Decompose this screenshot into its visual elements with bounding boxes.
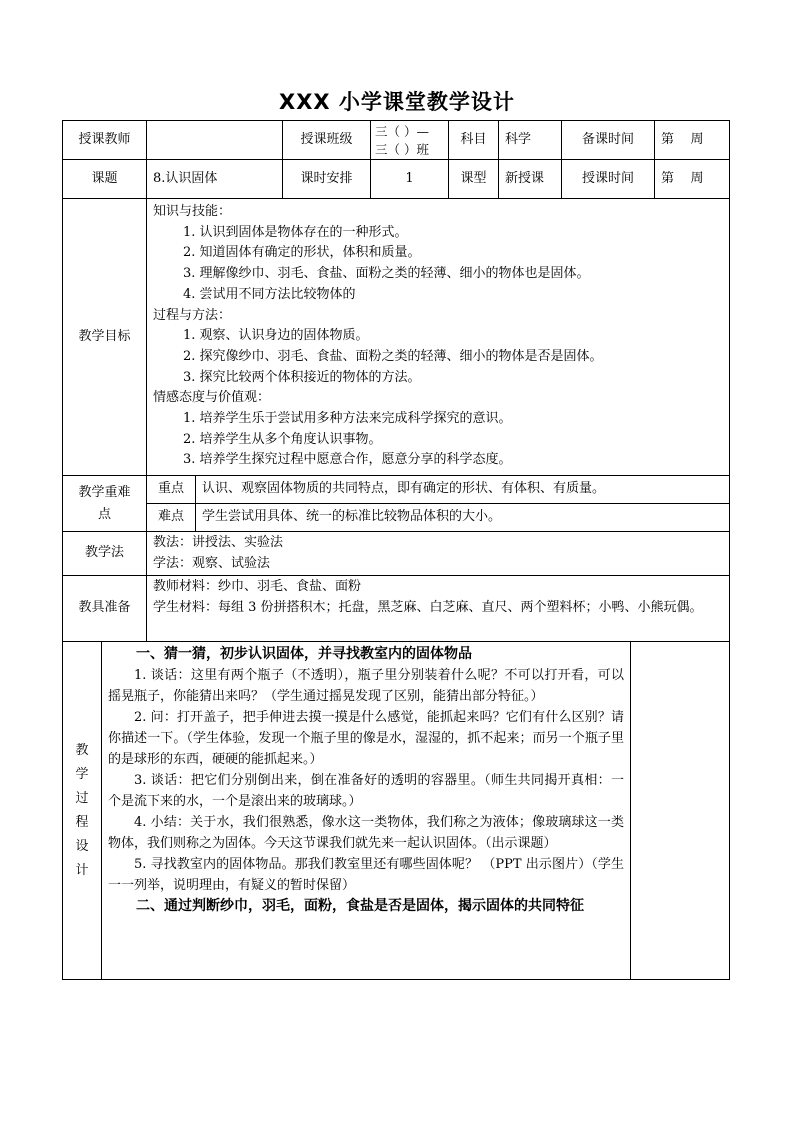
materials-label: 教具准备 [78, 600, 131, 616]
teacher-value-cell [146, 120, 283, 160]
objective-item: 1. 认识到固体是物体存在的一种形式。 [183, 224, 408, 240]
prep-time-value: 第 周 [661, 131, 704, 147]
methods-label-cell [62, 531, 147, 576]
class-value-cell [370, 120, 449, 160]
process-content-cell [101, 641, 631, 980]
teach-time-label: 授课时间 [581, 170, 634, 186]
hours-value-cell [370, 159, 449, 199]
process-paragraph: 1. 谈话：这里有两个瓶子（不透明），瓶子里分别装着什么呢？不可以打开看，可以摇晃瓶子，你能猜出来吗？（学生通过摇晃发现了区别，能猜出部分特征。） [108, 668, 624, 704]
key-label: 重点 [157, 481, 184, 497]
objective-section-heading: 知识与技能： [153, 204, 232, 219]
process-paragraph: 5. 寻找教室内的固体物品。那我们教室里还有哪些固体呢？ （PPT 出示图片）（学生一一列举，说明理由，有疑义的暂时保留） [108, 857, 624, 893]
subject-label: 科目 [460, 131, 487, 147]
teaching-method: 教法：讲授法、实验法 [153, 535, 284, 550]
prep-time-value-cell [654, 120, 730, 160]
type-value-cell [498, 159, 562, 199]
process-label-char: 程 [75, 814, 89, 830]
objectives-list [153, 202, 723, 471]
process-label-char: 教 [75, 742, 89, 758]
key-value-cell [195, 475, 730, 504]
objective-item: 2. 探究像纱巾、羽毛、食盐、面粉之类的轻薄、细小的物体是否是固体。 [183, 348, 603, 364]
prep-time-label-cell [561, 120, 655, 160]
teacher-label: 授课教师 [78, 131, 131, 147]
topic-label: 课题 [91, 170, 118, 186]
key-label-cell [146, 475, 196, 504]
process-label-char: 学 [75, 766, 89, 782]
process-heading-1: 一、猜一猜，初步认识固体，并寻找教室内的固体物品 [136, 646, 472, 662]
type-label: 课型 [460, 170, 487, 186]
type-label-cell [448, 159, 499, 199]
objective-item: 3. 探究比较两个体积接近的物体的方法。 [183, 369, 421, 385]
teach-time-label-cell [561, 159, 655, 199]
subject-label-cell [448, 120, 499, 160]
process-label-char: 设 [75, 838, 89, 854]
key-value: 认识、观察固体物质的共同特点，即有确定的形状、有体积、有质量。 [202, 481, 606, 497]
difficult-label-cell [146, 503, 196, 532]
objectives-label-cell [62, 198, 147, 476]
objective-item: 3. 理解像纱巾、羽毛、食盐、面粉之类的轻薄、细小的物体也是固体。 [183, 266, 590, 282]
teacher-materials: 教师材料：纱巾、羽毛、食盐、面粉 [153, 579, 362, 594]
type-value: 新授课 [505, 170, 545, 186]
objective-item: 1. 观察、认识身边的固体物质。 [183, 328, 369, 344]
hours-label: 课时安排 [300, 170, 353, 186]
process-paragraph: 3. 谈话：把它们分别倒出来，倒在准备好的透明的容器里。（师生共同揭开真相：一个是流下来的水，一个是滚出来的玻璃球。） [108, 773, 624, 809]
process-side-cell [630, 641, 730, 980]
difficult-value-cell [195, 503, 730, 532]
objective-section-heading: 情感态度与价值观： [153, 390, 271, 406]
materials-content-cell [146, 575, 730, 642]
objective-section-heading: 过程与方法： [153, 307, 232, 323]
process-label-char: 过 [75, 790, 89, 806]
process-paragraph: 2. 问：打开盖子，把手伸进去摸一摸是什么感觉，能抓起来吗？它们有什么区别？请你描述一下。（学生体验，发现一个瓶子里的像是水，湿湿的，抓不起来；而另一个瓶子里的是球形的东西，硬硬的能抓起来。） [108, 710, 624, 767]
lesson-plan-table [62, 120, 730, 980]
learning-method: 学法：观察、试验法 [153, 555, 271, 571]
class-label-cell [282, 120, 371, 160]
objective-item: 3. 培养学生探究过程中愿意合作，愿意分享的科学态度。 [183, 452, 512, 468]
materials-label-cell [62, 575, 147, 642]
class-value-line1: 三（ ）— [375, 124, 429, 139]
class-label: 授课班级 [300, 131, 353, 147]
objective-item: 2. 知道固体有确定的形状，体积和质量。 [183, 245, 421, 261]
objective-item: 2. 培养学生从多个角度认识事物。 [183, 431, 382, 447]
topic-value-cell [146, 159, 283, 199]
topic-value: 8.认识固体 [153, 170, 218, 186]
process-label-char: 计 [75, 862, 89, 878]
hours-value: 1 [405, 170, 414, 186]
teach-time-value-cell [654, 159, 730, 199]
keypoints-label-cell [62, 475, 147, 532]
page-title: XXX 小学课堂教学设计 [279, 90, 515, 114]
objectives-content-cell [146, 198, 730, 476]
objective-item: 1. 培养学生乐于尝试用多种方法来完成科学探究的意识。 [183, 411, 512, 427]
class-value-line2: 三（ ）班 [375, 142, 429, 157]
keypoints-label: 教学重难点 [78, 484, 131, 522]
difficult-label: 难点 [157, 509, 184, 525]
process-label-cell [62, 641, 102, 980]
process-heading-2: 二、通过判断纱巾，羽毛，面粉，食盐是否是固体，揭示固体的共同特征 [136, 898, 584, 914]
subject-value-cell [498, 120, 562, 160]
hours-label-cell [282, 159, 371, 199]
objective-item: 4. 尝试用不同方法比较物体的 [183, 286, 356, 302]
student-materials: 学生材料：每组 3 份拼搭积木；托盘，黑芝麻、白芝麻、直尺、两个塑料杯；小鸭、小熊玩偶。 [153, 599, 703, 615]
topic-label-cell [62, 159, 147, 199]
methods-label: 教学法 [84, 545, 124, 561]
subject-value: 科学 [505, 131, 532, 147]
teach-time-value: 第 周 [661, 170, 704, 186]
objectives-label: 教学目标 [78, 328, 131, 344]
process-paragraph: 4. 小结：关于水，我们很熟悉，像水这一类物体，我们称之为液体；像玻璃球这一类物体，我们则称之为固体。今天这节课我们就先来一起认识固体。（出示课题） [108, 815, 624, 851]
teacher-label-cell [62, 120, 147, 160]
methods-content-cell [146, 531, 730, 576]
prep-time-label: 备课时间 [581, 131, 634, 147]
difficult-value: 学生尝试用具体、统一的标准比较物品体积的大小。 [202, 509, 502, 525]
